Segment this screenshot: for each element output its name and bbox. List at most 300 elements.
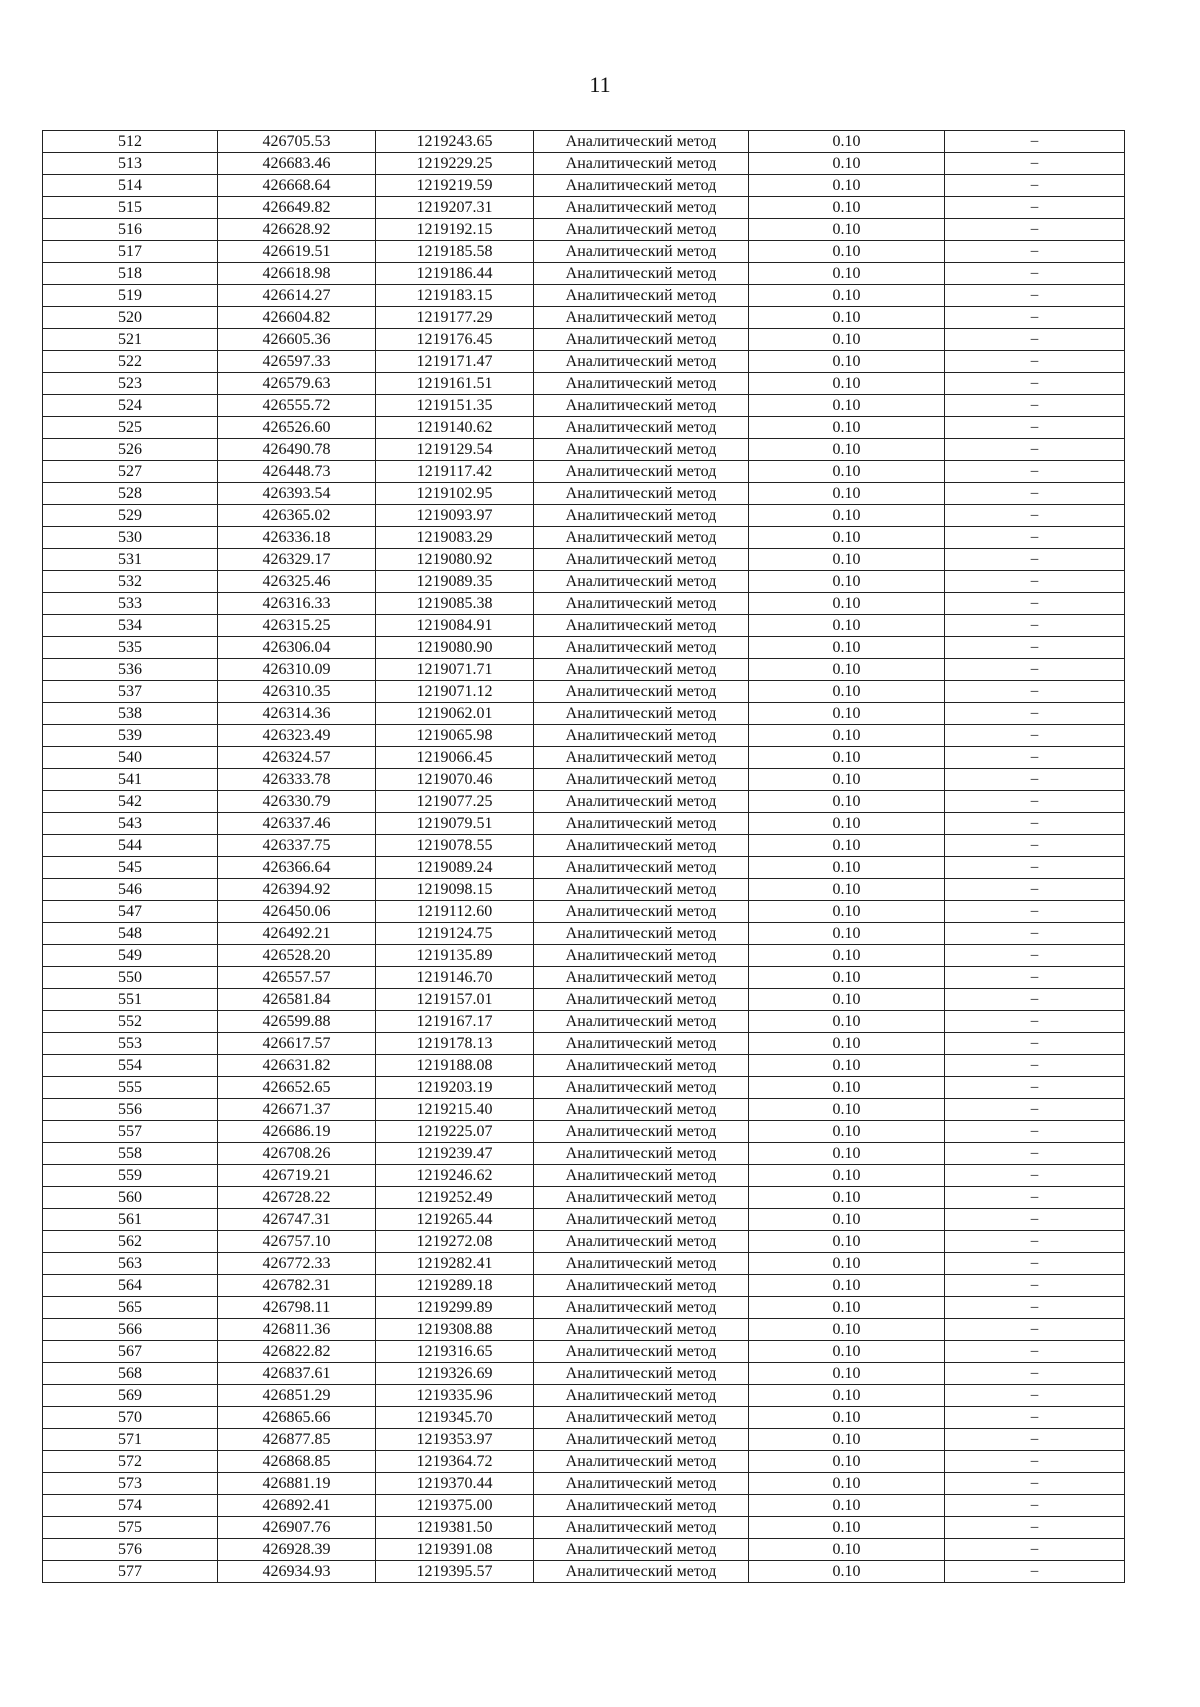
accuracy-cell: 0.10 <box>749 197 945 219</box>
y-coordinate-cell: 1219243.65 <box>376 131 534 153</box>
x-coordinate-cell: 426605.36 <box>218 329 376 351</box>
x-coordinate-cell: 426928.39 <box>218 1539 376 1561</box>
accuracy-cell: 0.10 <box>749 1473 945 1495</box>
method-cell: Аналитический метод <box>534 879 749 901</box>
y-coordinate-cell: 1219084.91 <box>376 615 534 637</box>
table-row <box>43 1253 1125 1275</box>
x-coordinate-cell: 426314.36 <box>218 703 376 725</box>
table-row <box>43 285 1125 307</box>
table-row <box>43 1077 1125 1099</box>
accuracy-cell: 0.10 <box>749 923 945 945</box>
table-row <box>43 1231 1125 1253</box>
note-cell: – <box>945 1143 1125 1165</box>
accuracy-cell: 0.10 <box>749 175 945 197</box>
accuracy-cell: 0.10 <box>749 1319 945 1341</box>
accuracy-cell: 0.10 <box>749 417 945 439</box>
table-row <box>43 791 1125 813</box>
point-number-cell: 552 <box>43 1011 218 1033</box>
accuracy-cell: 0.10 <box>749 219 945 241</box>
x-coordinate-cell: 426649.82 <box>218 197 376 219</box>
method-cell: Аналитический метод <box>534 1187 749 1209</box>
method-cell: Аналитический метод <box>534 615 749 637</box>
table-row <box>43 439 1125 461</box>
y-coordinate-cell: 1219345.70 <box>376 1407 534 1429</box>
x-coordinate-cell: 426323.49 <box>218 725 376 747</box>
point-number-cell: 543 <box>43 813 218 835</box>
table-row <box>43 1341 1125 1363</box>
point-number-cell: 548 <box>43 923 218 945</box>
point-number-cell: 544 <box>43 835 218 857</box>
note-cell: – <box>945 241 1125 263</box>
y-coordinate-cell: 1219070.46 <box>376 769 534 791</box>
method-cell: Аналитический метод <box>534 725 749 747</box>
y-coordinate-cell: 1219178.13 <box>376 1033 534 1055</box>
x-coordinate-cell: 426337.75 <box>218 835 376 857</box>
x-coordinate-cell: 426557.57 <box>218 967 376 989</box>
note-cell: – <box>945 131 1125 153</box>
accuracy-cell: 0.10 <box>749 703 945 725</box>
x-coordinate-cell: 426579.63 <box>218 373 376 395</box>
table-row <box>43 329 1125 351</box>
point-number-cell: 557 <box>43 1121 218 1143</box>
point-number-cell: 573 <box>43 1473 218 1495</box>
table-row <box>43 857 1125 879</box>
y-coordinate-cell: 1219353.97 <box>376 1429 534 1451</box>
table-row <box>43 1407 1125 1429</box>
table-row <box>43 505 1125 527</box>
table-row <box>43 1429 1125 1451</box>
y-coordinate-cell: 1219185.58 <box>376 241 534 263</box>
y-coordinate-cell: 1219071.71 <box>376 659 534 681</box>
accuracy-cell: 0.10 <box>749 153 945 175</box>
table-row <box>43 637 1125 659</box>
x-coordinate-cell: 426490.78 <box>218 439 376 461</box>
y-coordinate-cell: 1219112.60 <box>376 901 534 923</box>
point-number-cell: 560 <box>43 1187 218 1209</box>
method-cell: Аналитический метод <box>534 1165 749 1187</box>
accuracy-cell: 0.10 <box>749 1451 945 1473</box>
note-cell: – <box>945 351 1125 373</box>
point-number-cell: 546 <box>43 879 218 901</box>
accuracy-cell: 0.10 <box>749 1077 945 1099</box>
table-row <box>43 549 1125 571</box>
point-number-cell: 551 <box>43 989 218 1011</box>
x-coordinate-cell: 426316.33 <box>218 593 376 615</box>
point-number-cell: 562 <box>43 1231 218 1253</box>
x-coordinate-cell: 426907.76 <box>218 1517 376 1539</box>
table-row <box>43 879 1125 901</box>
table-row <box>43 307 1125 329</box>
table-row <box>43 659 1125 681</box>
method-cell: Аналитический метод <box>534 1385 749 1407</box>
method-cell: Аналитический метод <box>534 747 749 769</box>
point-number-cell: 531 <box>43 549 218 571</box>
y-coordinate-cell: 1219098.15 <box>376 879 534 901</box>
note-cell: – <box>945 857 1125 879</box>
accuracy-cell: 0.10 <box>749 1517 945 1539</box>
point-number-cell: 521 <box>43 329 218 351</box>
accuracy-cell: 0.10 <box>749 241 945 263</box>
x-coordinate-cell: 426618.98 <box>218 263 376 285</box>
point-number-cell: 577 <box>43 1561 218 1583</box>
table-row <box>43 395 1125 417</box>
note-cell: – <box>945 571 1125 593</box>
x-coordinate-cell: 426306.04 <box>218 637 376 659</box>
point-number-cell: 536 <box>43 659 218 681</box>
x-coordinate-cell: 426526.60 <box>218 417 376 439</box>
note-cell: – <box>945 263 1125 285</box>
method-cell: Аналитический метод <box>534 1363 749 1385</box>
y-coordinate-cell: 1219129.54 <box>376 439 534 461</box>
accuracy-cell: 0.10 <box>749 1187 945 1209</box>
y-coordinate-cell: 1219177.29 <box>376 307 534 329</box>
y-coordinate-cell: 1219219.59 <box>376 175 534 197</box>
y-coordinate-cell: 1219229.25 <box>376 153 534 175</box>
y-coordinate-cell: 1219370.44 <box>376 1473 534 1495</box>
method-cell: Аналитический метод <box>534 637 749 659</box>
x-coordinate-cell: 426652.65 <box>218 1077 376 1099</box>
y-coordinate-cell: 1219375.00 <box>376 1495 534 1517</box>
x-coordinate-cell: 426394.92 <box>218 879 376 901</box>
accuracy-cell: 0.10 <box>749 307 945 329</box>
point-number-cell: 563 <box>43 1253 218 1275</box>
note-cell: – <box>945 901 1125 923</box>
accuracy-cell: 0.10 <box>749 1561 945 1583</box>
point-number-cell: 516 <box>43 219 218 241</box>
point-number-cell: 529 <box>43 505 218 527</box>
x-coordinate-cell: 426310.35 <box>218 681 376 703</box>
y-coordinate-cell: 1219079.51 <box>376 813 534 835</box>
method-cell: Аналитический метод <box>534 1077 749 1099</box>
accuracy-cell: 0.10 <box>749 945 945 967</box>
method-cell: Аналитический метод <box>534 1341 749 1363</box>
accuracy-cell: 0.10 <box>749 1011 945 1033</box>
note-cell: – <box>945 1187 1125 1209</box>
y-coordinate-cell: 1219146.70 <box>376 967 534 989</box>
point-number-cell: 554 <box>43 1055 218 1077</box>
note-cell: – <box>945 747 1125 769</box>
y-coordinate-cell: 1219272.08 <box>376 1231 534 1253</box>
accuracy-cell: 0.10 <box>749 1407 945 1429</box>
point-number-cell: 532 <box>43 571 218 593</box>
x-coordinate-cell: 426631.82 <box>218 1055 376 1077</box>
y-coordinate-cell: 1219316.65 <box>376 1341 534 1363</box>
x-coordinate-cell: 426330.79 <box>218 791 376 813</box>
accuracy-cell: 0.10 <box>749 571 945 593</box>
point-number-cell: 533 <box>43 593 218 615</box>
x-coordinate-cell: 426310.09 <box>218 659 376 681</box>
note-cell: – <box>945 1253 1125 1275</box>
y-coordinate-cell: 1219186.44 <box>376 263 534 285</box>
x-coordinate-cell: 426315.25 <box>218 615 376 637</box>
x-coordinate-cell: 426865.66 <box>218 1407 376 1429</box>
note-cell: – <box>945 1407 1125 1429</box>
note-cell: – <box>945 615 1125 637</box>
note-cell: – <box>945 1275 1125 1297</box>
table-row <box>43 593 1125 615</box>
accuracy-cell: 0.10 <box>749 747 945 769</box>
table-row <box>43 263 1125 285</box>
point-number-cell: 522 <box>43 351 218 373</box>
point-number-cell: 537 <box>43 681 218 703</box>
method-cell: Аналитический метод <box>534 901 749 923</box>
accuracy-cell: 0.10 <box>749 725 945 747</box>
y-coordinate-cell: 1219066.45 <box>376 747 534 769</box>
point-number-cell: 517 <box>43 241 218 263</box>
method-cell: Аналитический метод <box>534 923 749 945</box>
y-coordinate-cell: 1219225.07 <box>376 1121 534 1143</box>
point-number-cell: 545 <box>43 857 218 879</box>
y-coordinate-cell: 1219282.41 <box>376 1253 534 1275</box>
point-number-cell: 541 <box>43 769 218 791</box>
point-number-cell: 561 <box>43 1209 218 1231</box>
method-cell: Аналитический метод <box>534 593 749 615</box>
accuracy-cell: 0.10 <box>749 593 945 615</box>
note-cell: – <box>945 439 1125 461</box>
note-cell: – <box>945 505 1125 527</box>
y-coordinate-cell: 1219192.15 <box>376 219 534 241</box>
y-coordinate-cell: 1219151.35 <box>376 395 534 417</box>
method-cell: Аналитический метод <box>534 1209 749 1231</box>
method-cell: Аналитический метод <box>534 1033 749 1055</box>
accuracy-cell: 0.10 <box>749 549 945 571</box>
table-row <box>43 1165 1125 1187</box>
table-row <box>43 483 1125 505</box>
method-cell: Аналитический метод <box>534 1473 749 1495</box>
x-coordinate-cell: 426705.53 <box>218 131 376 153</box>
note-cell: – <box>945 703 1125 725</box>
table-row <box>43 769 1125 791</box>
accuracy-cell: 0.10 <box>749 131 945 153</box>
table-row <box>43 351 1125 373</box>
note-cell: – <box>945 1231 1125 1253</box>
y-coordinate-cell: 1219246.62 <box>376 1165 534 1187</box>
point-number-cell: 527 <box>43 461 218 483</box>
accuracy-cell: 0.10 <box>749 263 945 285</box>
table-row <box>43 1209 1125 1231</box>
x-coordinate-cell: 426683.46 <box>218 153 376 175</box>
point-number-cell: 512 <box>43 131 218 153</box>
y-coordinate-cell: 1219062.01 <box>376 703 534 725</box>
table-row <box>43 923 1125 945</box>
x-coordinate-cell: 426628.92 <box>218 219 376 241</box>
y-coordinate-cell: 1219089.24 <box>376 857 534 879</box>
x-coordinate-cell: 426668.64 <box>218 175 376 197</box>
table-row <box>43 131 1125 153</box>
x-coordinate-cell: 426851.29 <box>218 1385 376 1407</box>
y-coordinate-cell: 1219080.92 <box>376 549 534 571</box>
method-cell: Аналитический метод <box>534 263 749 285</box>
table-row <box>43 1055 1125 1077</box>
point-number-cell: 547 <box>43 901 218 923</box>
y-coordinate-cell: 1219207.31 <box>376 197 534 219</box>
method-cell: Аналитический метод <box>534 351 749 373</box>
note-cell: – <box>945 1473 1125 1495</box>
x-coordinate-cell: 426747.31 <box>218 1209 376 1231</box>
point-number-cell: 524 <box>43 395 218 417</box>
table-row <box>43 571 1125 593</box>
x-coordinate-cell: 426329.17 <box>218 549 376 571</box>
accuracy-cell: 0.10 <box>749 1539 945 1561</box>
method-cell: Аналитический метод <box>534 1231 749 1253</box>
note-cell: – <box>945 1385 1125 1407</box>
accuracy-cell: 0.10 <box>749 769 945 791</box>
accuracy-cell: 0.10 <box>749 989 945 1011</box>
accuracy-cell: 0.10 <box>749 1297 945 1319</box>
x-coordinate-cell: 426448.73 <box>218 461 376 483</box>
point-number-cell: 571 <box>43 1429 218 1451</box>
point-number-cell: 513 <box>43 153 218 175</box>
accuracy-cell: 0.10 <box>749 1385 945 1407</box>
accuracy-cell: 0.10 <box>749 1143 945 1165</box>
table-row <box>43 1539 1125 1561</box>
method-cell: Аналитический метод <box>534 1319 749 1341</box>
method-cell: Аналитический метод <box>534 1429 749 1451</box>
note-cell: – <box>945 197 1125 219</box>
y-coordinate-cell: 1219077.25 <box>376 791 534 813</box>
table-row <box>43 197 1125 219</box>
y-coordinate-cell: 1219093.97 <box>376 505 534 527</box>
note-cell: – <box>945 417 1125 439</box>
x-coordinate-cell: 426597.33 <box>218 351 376 373</box>
x-coordinate-cell: 426772.33 <box>218 1253 376 1275</box>
point-number-cell: 553 <box>43 1033 218 1055</box>
point-number-cell: 530 <box>43 527 218 549</box>
method-cell: Аналитический метод <box>534 175 749 197</box>
note-cell: – <box>945 791 1125 813</box>
point-number-cell: 523 <box>43 373 218 395</box>
note-cell: – <box>945 395 1125 417</box>
accuracy-cell: 0.10 <box>749 1099 945 1121</box>
note-cell: – <box>945 1451 1125 1473</box>
table-row <box>43 1473 1125 1495</box>
y-coordinate-cell: 1219395.57 <box>376 1561 534 1583</box>
x-coordinate-cell: 426671.37 <box>218 1099 376 1121</box>
y-coordinate-cell: 1219171.47 <box>376 351 534 373</box>
method-cell: Аналитический метод <box>534 483 749 505</box>
table-row <box>43 153 1125 175</box>
point-number-cell: 559 <box>43 1165 218 1187</box>
y-coordinate-cell: 1219252.49 <box>376 1187 534 1209</box>
table-row <box>43 703 1125 725</box>
note-cell: – <box>945 1033 1125 1055</box>
accuracy-cell: 0.10 <box>749 1429 945 1451</box>
y-coordinate-cell: 1219078.55 <box>376 835 534 857</box>
point-number-cell: 574 <box>43 1495 218 1517</box>
point-number-cell: 518 <box>43 263 218 285</box>
point-number-cell: 565 <box>43 1297 218 1319</box>
method-cell: Аналитический метод <box>534 769 749 791</box>
method-cell: Аналитический метод <box>534 505 749 527</box>
method-cell: Аналитический метод <box>534 1011 749 1033</box>
x-coordinate-cell: 426450.06 <box>218 901 376 923</box>
note-cell: – <box>945 967 1125 989</box>
method-cell: Аналитический метод <box>534 1253 749 1275</box>
accuracy-cell: 0.10 <box>749 1209 945 1231</box>
y-coordinate-cell: 1219083.29 <box>376 527 534 549</box>
accuracy-cell: 0.10 <box>749 439 945 461</box>
x-coordinate-cell: 426868.85 <box>218 1451 376 1473</box>
y-coordinate-cell: 1219239.47 <box>376 1143 534 1165</box>
x-coordinate-cell: 426719.21 <box>218 1165 376 1187</box>
x-coordinate-cell: 426617.57 <box>218 1033 376 1055</box>
method-cell: Аналитический метод <box>534 571 749 593</box>
x-coordinate-cell: 426365.02 <box>218 505 376 527</box>
point-number-cell: 564 <box>43 1275 218 1297</box>
table-row <box>43 241 1125 263</box>
table-row <box>43 1363 1125 1385</box>
y-coordinate-cell: 1219299.89 <box>376 1297 534 1319</box>
x-coordinate-cell: 426492.21 <box>218 923 376 945</box>
x-coordinate-cell: 426528.20 <box>218 945 376 967</box>
point-number-cell: 549 <box>43 945 218 967</box>
x-coordinate-cell: 426614.27 <box>218 285 376 307</box>
point-number-cell: 539 <box>43 725 218 747</box>
note-cell: – <box>945 879 1125 901</box>
coordinates-table <box>42 130 1125 1583</box>
table-row <box>43 747 1125 769</box>
accuracy-cell: 0.10 <box>749 527 945 549</box>
point-number-cell: 540 <box>43 747 218 769</box>
x-coordinate-cell: 426555.72 <box>218 395 376 417</box>
method-cell: Аналитический метод <box>534 791 749 813</box>
y-coordinate-cell: 1219203.19 <box>376 1077 534 1099</box>
y-coordinate-cell: 1219102.95 <box>376 483 534 505</box>
point-number-cell: 566 <box>43 1319 218 1341</box>
note-cell: – <box>945 1539 1125 1561</box>
accuracy-cell: 0.10 <box>749 373 945 395</box>
x-coordinate-cell: 426324.57 <box>218 747 376 769</box>
method-cell: Аналитический метод <box>534 373 749 395</box>
note-cell: – <box>945 989 1125 1011</box>
point-number-cell: 528 <box>43 483 218 505</box>
note-cell: – <box>945 1077 1125 1099</box>
accuracy-cell: 0.10 <box>749 395 945 417</box>
note-cell: – <box>945 483 1125 505</box>
note-cell: – <box>945 1297 1125 1319</box>
table-row <box>43 1297 1125 1319</box>
note-cell: – <box>945 1055 1125 1077</box>
y-coordinate-cell: 1219188.08 <box>376 1055 534 1077</box>
note-cell: – <box>945 659 1125 681</box>
note-cell: – <box>945 593 1125 615</box>
method-cell: Аналитический метод <box>534 1099 749 1121</box>
table-row <box>43 1187 1125 1209</box>
method-cell: Аналитический метод <box>534 1539 749 1561</box>
point-number-cell: 569 <box>43 1385 218 1407</box>
point-number-cell: 576 <box>43 1539 218 1561</box>
point-number-cell: 550 <box>43 967 218 989</box>
table-row <box>43 175 1125 197</box>
x-coordinate-cell: 426599.88 <box>218 1011 376 1033</box>
method-cell: Аналитический метод <box>534 989 749 1011</box>
y-coordinate-cell: 1219124.75 <box>376 923 534 945</box>
note-cell: – <box>945 1209 1125 1231</box>
method-cell: Аналитический метод <box>534 131 749 153</box>
point-number-cell: 558 <box>43 1143 218 1165</box>
note-cell: – <box>945 1165 1125 1187</box>
table-row <box>43 989 1125 1011</box>
accuracy-cell: 0.10 <box>749 1033 945 1055</box>
page-number: 11 <box>589 72 611 97</box>
x-coordinate-cell: 426325.46 <box>218 571 376 593</box>
table-row <box>43 527 1125 549</box>
accuracy-cell: 0.10 <box>749 1275 945 1297</box>
method-cell: Аналитический метод <box>534 153 749 175</box>
method-cell: Аналитический метод <box>534 197 749 219</box>
method-cell: Аналитический метод <box>534 1451 749 1473</box>
x-coordinate-cell: 426604.82 <box>218 307 376 329</box>
